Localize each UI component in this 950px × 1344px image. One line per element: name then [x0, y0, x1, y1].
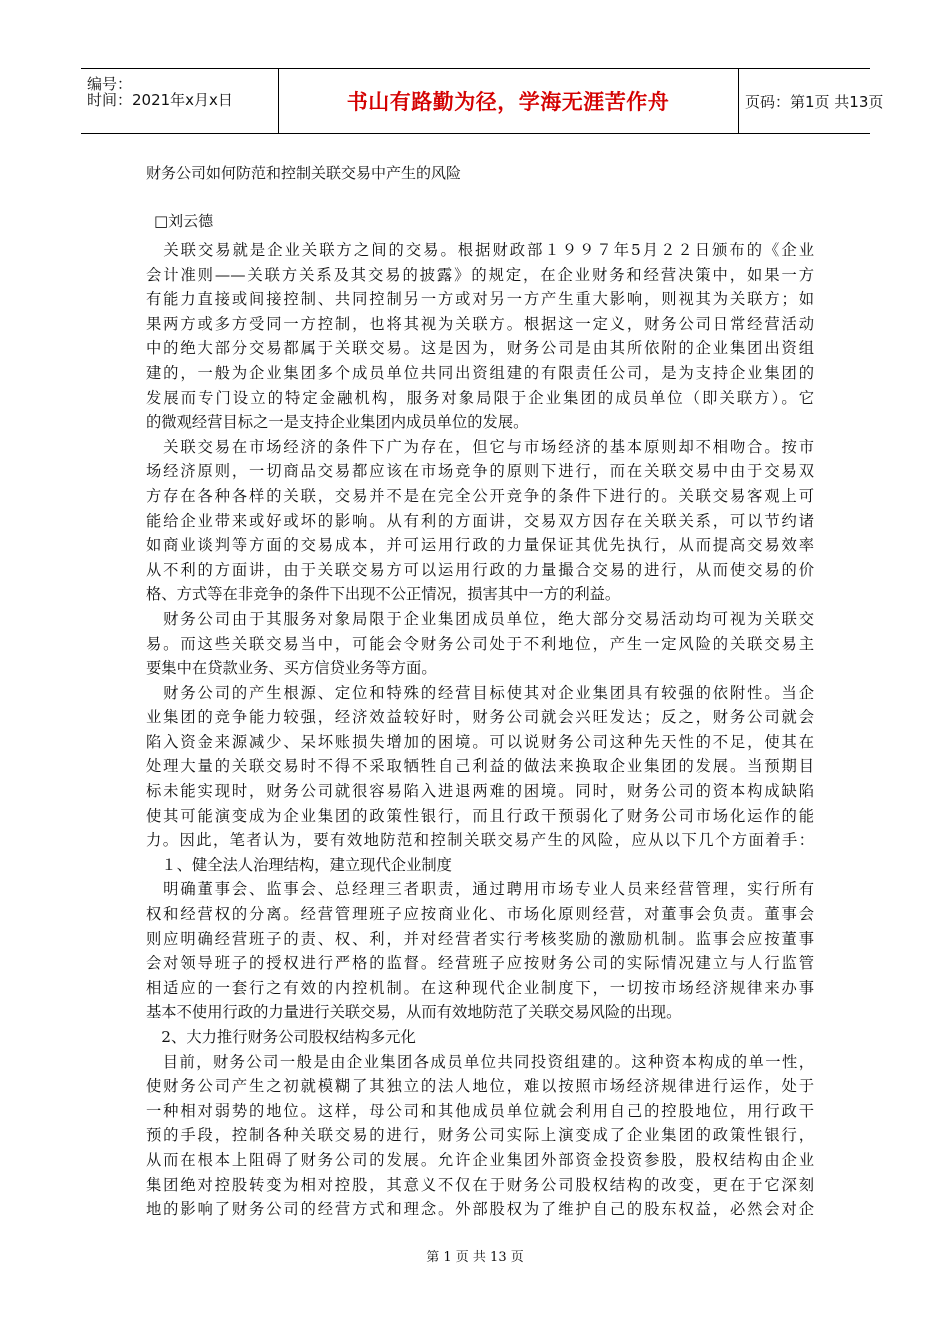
body-line: 财务公司由于其服务对象局限于企业集团成员单位，绝大部分交易活动均可视为关联交: [146, 609, 814, 628]
document-author: □刘云德: [154, 212, 214, 230]
body-line: 会计准则——关联方关系及其交易的披露》的规定，在企业财务和经营决策中，如果一方: [146, 265, 814, 284]
body-line: 发展而专门设立的特定金融机构，服务对象局限于企业集团的成员单位（即关联方）。它: [146, 388, 814, 407]
body-line: 则应明确经营班子的责、权、利，并对经营者实行考核奖励的激励机制。监事会应按董事: [146, 929, 814, 948]
body-line: 有能力直接或间接控制、共同控制另一方或对另一方产生重大影响，则视其为关联方；如: [146, 290, 814, 309]
body-line: 地的影响了财务公司的经营方式和理念。外部股权为了维护自己的股东权益，必然会对企: [146, 1200, 814, 1219]
body-line: 预的手段，控制各种关联交易的进行，财务公司实际上演变成了企业集团的政策性银行，: [146, 1126, 814, 1145]
body-line: 一种相对弱势的地位。这样，母公司和其他成员单位就会利用自己的控股地位，用行政干: [146, 1101, 814, 1120]
body-line: 关联交易在市场经济的条件下广为存在，但它与市场经济的基本原则却不相吻合。按市: [146, 437, 814, 456]
body-line: 2、大力推行财务公司股权结构多元化: [146, 1028, 416, 1046]
document-body: [146, 238, 814, 1222]
body-line: 易。而这些关联交易当中，可能会令财务公司处于不利地位，产生一定风险的关联交易主: [146, 634, 814, 653]
body-line: 中的绝大部分交易都属于关联交易。这是因为，财务公司是由其所依附的企业集团出资组: [146, 339, 814, 358]
body-line: 的微观经营目标之一是支持企业集团内成员单位的发展。: [146, 413, 529, 432]
header-meta: [81, 69, 278, 133]
body-line: 陷入资金来源减少、呆坏账损失增加的困境。可以说财务公司这种先天性的不足，使其在: [146, 732, 814, 751]
body-line: 使财务公司产生之初就模糊了其独立的法人地位，难以按照市场经济规律进行运作，处于: [146, 1077, 814, 1096]
body-line: 财务公司的产生根源、定位和特殊的经营目标使其对企业集团具有较强的依附性。当企: [146, 683, 814, 702]
body-line: 关联交易就是企业关联方之间的交易。根据财政部１９９７年5月２２日颁布的《企业: [146, 241, 814, 259]
body-line: 集团绝对控股转变为相对控股，其意义不仅在于财务公司股权结构的改变，更在于它深刻: [146, 1175, 814, 1194]
body-line: 力。因此，笔者认为，要有效地防范和控制关联交易产生的风险，应从以下几个方面着手：: [146, 831, 814, 850]
body-line: 果两方或多方受同一方控制，也将其视为关联方。根据这一定义，财务公司日常经营活动: [146, 314, 814, 333]
body-line: 明确董事会、监事会、总经理三者职责，通过聘用市场专业人员来经营管理，实行所有: [146, 880, 814, 899]
number-label: 编号：: [87, 75, 133, 93]
body-line: 权和经营权的分离。经营管理班子应按商业化、市场化原则经营，对董事会负责。董事会: [146, 905, 814, 924]
body-line: 业集团的竞争能力较强，经济效益较好时，财务公司就会兴旺发达；反之，财务公司就会: [146, 708, 814, 727]
body-line: 标未能实现时，财务公司就很容易陷入进退两难的困境。同时，财务公司的资本构成缺陷: [146, 782, 814, 801]
body-line: 处理大量的关联交易时不得不采取牺牲自己利益的做法来换取企业集团的发展。当预期目: [146, 757, 814, 776]
body-line: 目前，财务公司一般是由企业集团各成员单位共同投资组建的。这种资本构成的单一性，: [146, 1052, 814, 1071]
body-line: 会对领导班子的授权进行严格的监督。经营班子应按财务公司的实际情况建立与人行监管: [146, 954, 814, 973]
body-line: 场经济原则，一切商品交易都应该在市场竞争的原则下进行，而在关联交易中由于交易双: [146, 462, 814, 481]
body-line: 从而在根本上阻碍了财务公司的发展。允许企业集团外部资金投资参股，股权结构由企业: [146, 1150, 814, 1169]
body-line: 方存在各种各样的关联，交易并不是在完全公开竞争的条件下进行的。关联交易客观上可: [146, 486, 814, 505]
time-label: 时间：2021年x月x日: [87, 91, 233, 109]
body-line: 如商业谈判等方面的交易成本，并可运用行政的力量保证其优先执行，从而提高交易效率: [146, 536, 814, 555]
header-motto: 书山有路勤为径，学海无涯苦作舟: [346, 90, 670, 114]
body-line: 格、方式等在非竞争的条件下出现不公正情况，损害其中一方的利益。: [146, 585, 621, 604]
body-line: 建的，一般为企业集团多个成员单位共同出资组建的有限责任公司，是为支持企业集团的: [146, 363, 814, 382]
body-line: 要集中在贷款业务、买方信贷业务等方面。: [146, 659, 437, 678]
body-line: 基本不使用行政的力量进行关联交易，从而有效地防范了关联交易风险的出现。: [146, 1003, 682, 1022]
header-page-info: 页码：第1页 共13页: [745, 92, 884, 111]
page-footer: 第 1 页 共 13 页: [426, 1250, 524, 1265]
body-line: 相适应的一套行之有效的内控机制。在这种现代企业制度下，一切按市场经济规律来办事: [146, 978, 814, 997]
body-line: 从不利的方面讲，由于关联交易方可以运用行政的力量撮合交易的进行，从而使交易的价: [146, 560, 814, 579]
body-line: 能给企业带来或好或坏的影响。从有利的方面讲，交易双方因存在关联关系，可以节约诸: [146, 511, 814, 530]
document-title: 财务公司如何防范和控制关联交易中产生的风险: [146, 164, 462, 182]
body-line: １、健全法人治理结构，建立现代企业制度: [146, 855, 452, 874]
header-table: [81, 68, 884, 134]
body-line: 使其可能演变成为企业集团的政策性银行，而且行政干预弱化了财务公司市场化运作的能: [146, 806, 814, 825]
